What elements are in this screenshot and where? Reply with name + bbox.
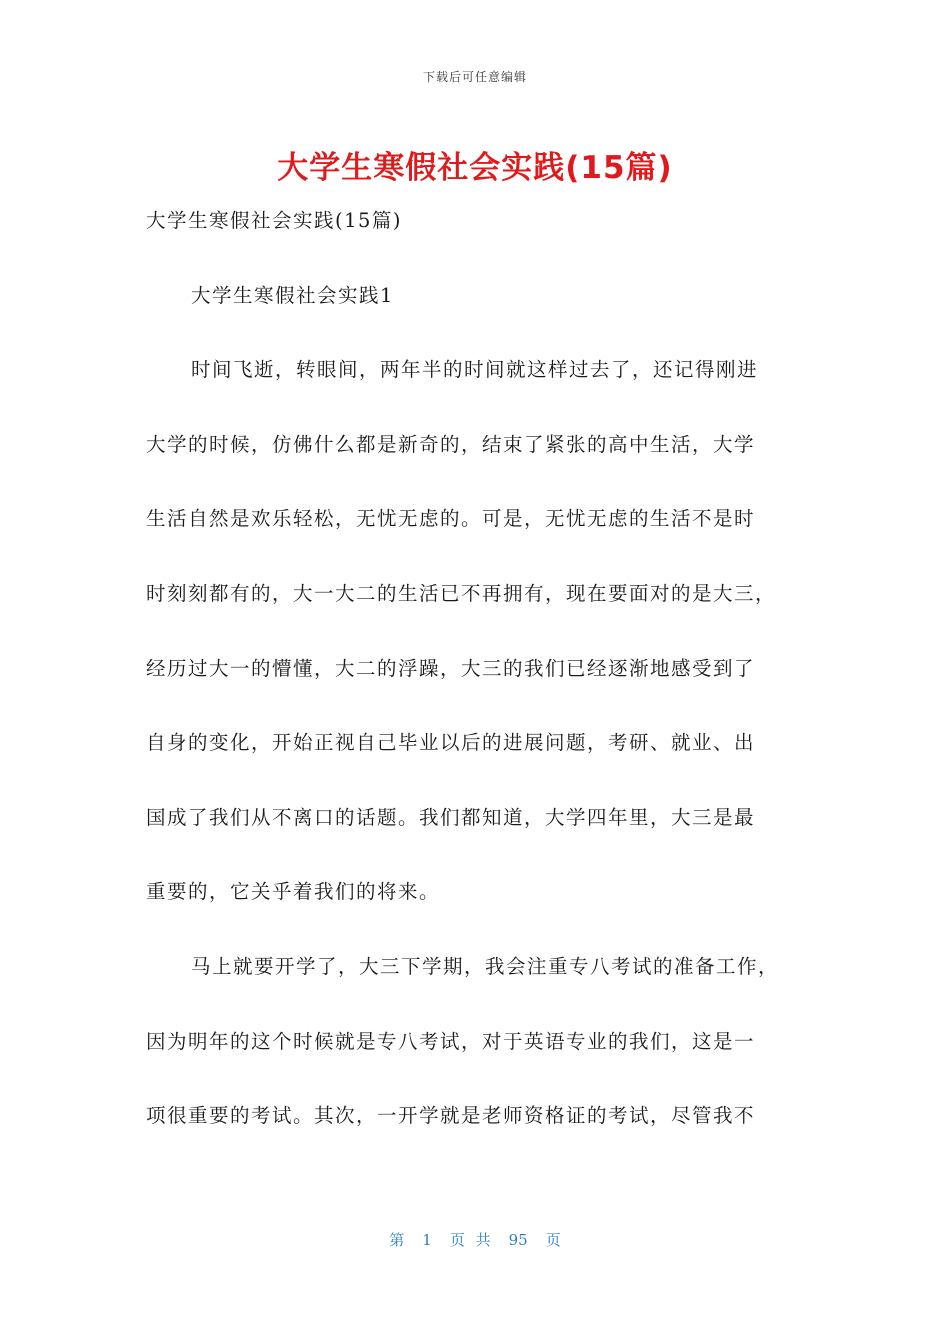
page-total: 95: [508, 1231, 528, 1249]
text-line: 大学的时候，仿佛什么都是新奇的，结束了紧张的高中生活，大学: [146, 432, 756, 456]
text-line: 生活自然是欢乐轻松，无忧无虑的。可是，无忧无虑的生活不是时: [146, 507, 756, 531]
document-body: [146, 199, 806, 1169]
text-line: 因为明年的这个时候就是专八考试，对于英语专业的我们，这是一: [146, 1029, 756, 1053]
text-line: 大学生寒假社会实践1: [191, 283, 394, 307]
footer-middle: 页 共: [449, 1231, 491, 1249]
page-footer: [0, 1229, 950, 1250]
text-line: 重要的，它关乎着我们的将来。: [146, 880, 441, 904]
footer-suffix: 页: [545, 1231, 561, 1249]
text-line: 时间飞逝，转眼间，两年半的时间就这样过去了，还记得刚进: [191, 358, 759, 382]
page-title: 大学生寒假社会实践(15篇): [277, 150, 673, 186]
text-line: 时刻刻都有的，大一大二的生活已不再拥有，现在要面对的是大三，: [146, 581, 777, 605]
header-note: 下载后可任意编辑: [422, 70, 527, 84]
footer-prefix: 第: [389, 1231, 405, 1249]
page-number: 1: [422, 1231, 432, 1249]
text-line: 马上就要开学了，大三下学期，我会注重专八考试的准备工作，: [191, 954, 780, 978]
text-line: 经历过大一的懵懂，大二的浮躁，大三的我们已经逐渐地感受到了: [146, 656, 756, 680]
text-line: 自身的变化，开始正视自己毕业以后的进展问题，考研、就业、出: [146, 731, 756, 755]
text-line: 项很重要的考试。其次，一开学就是老师资格证的考试，尽管我不: [146, 1104, 756, 1128]
text-line: 国成了我们从不离口的话题。我们都知道，大学四年里，大三是最: [146, 805, 756, 829]
text-line: 大学生寒假社会实践(15篇): [146, 209, 403, 232]
